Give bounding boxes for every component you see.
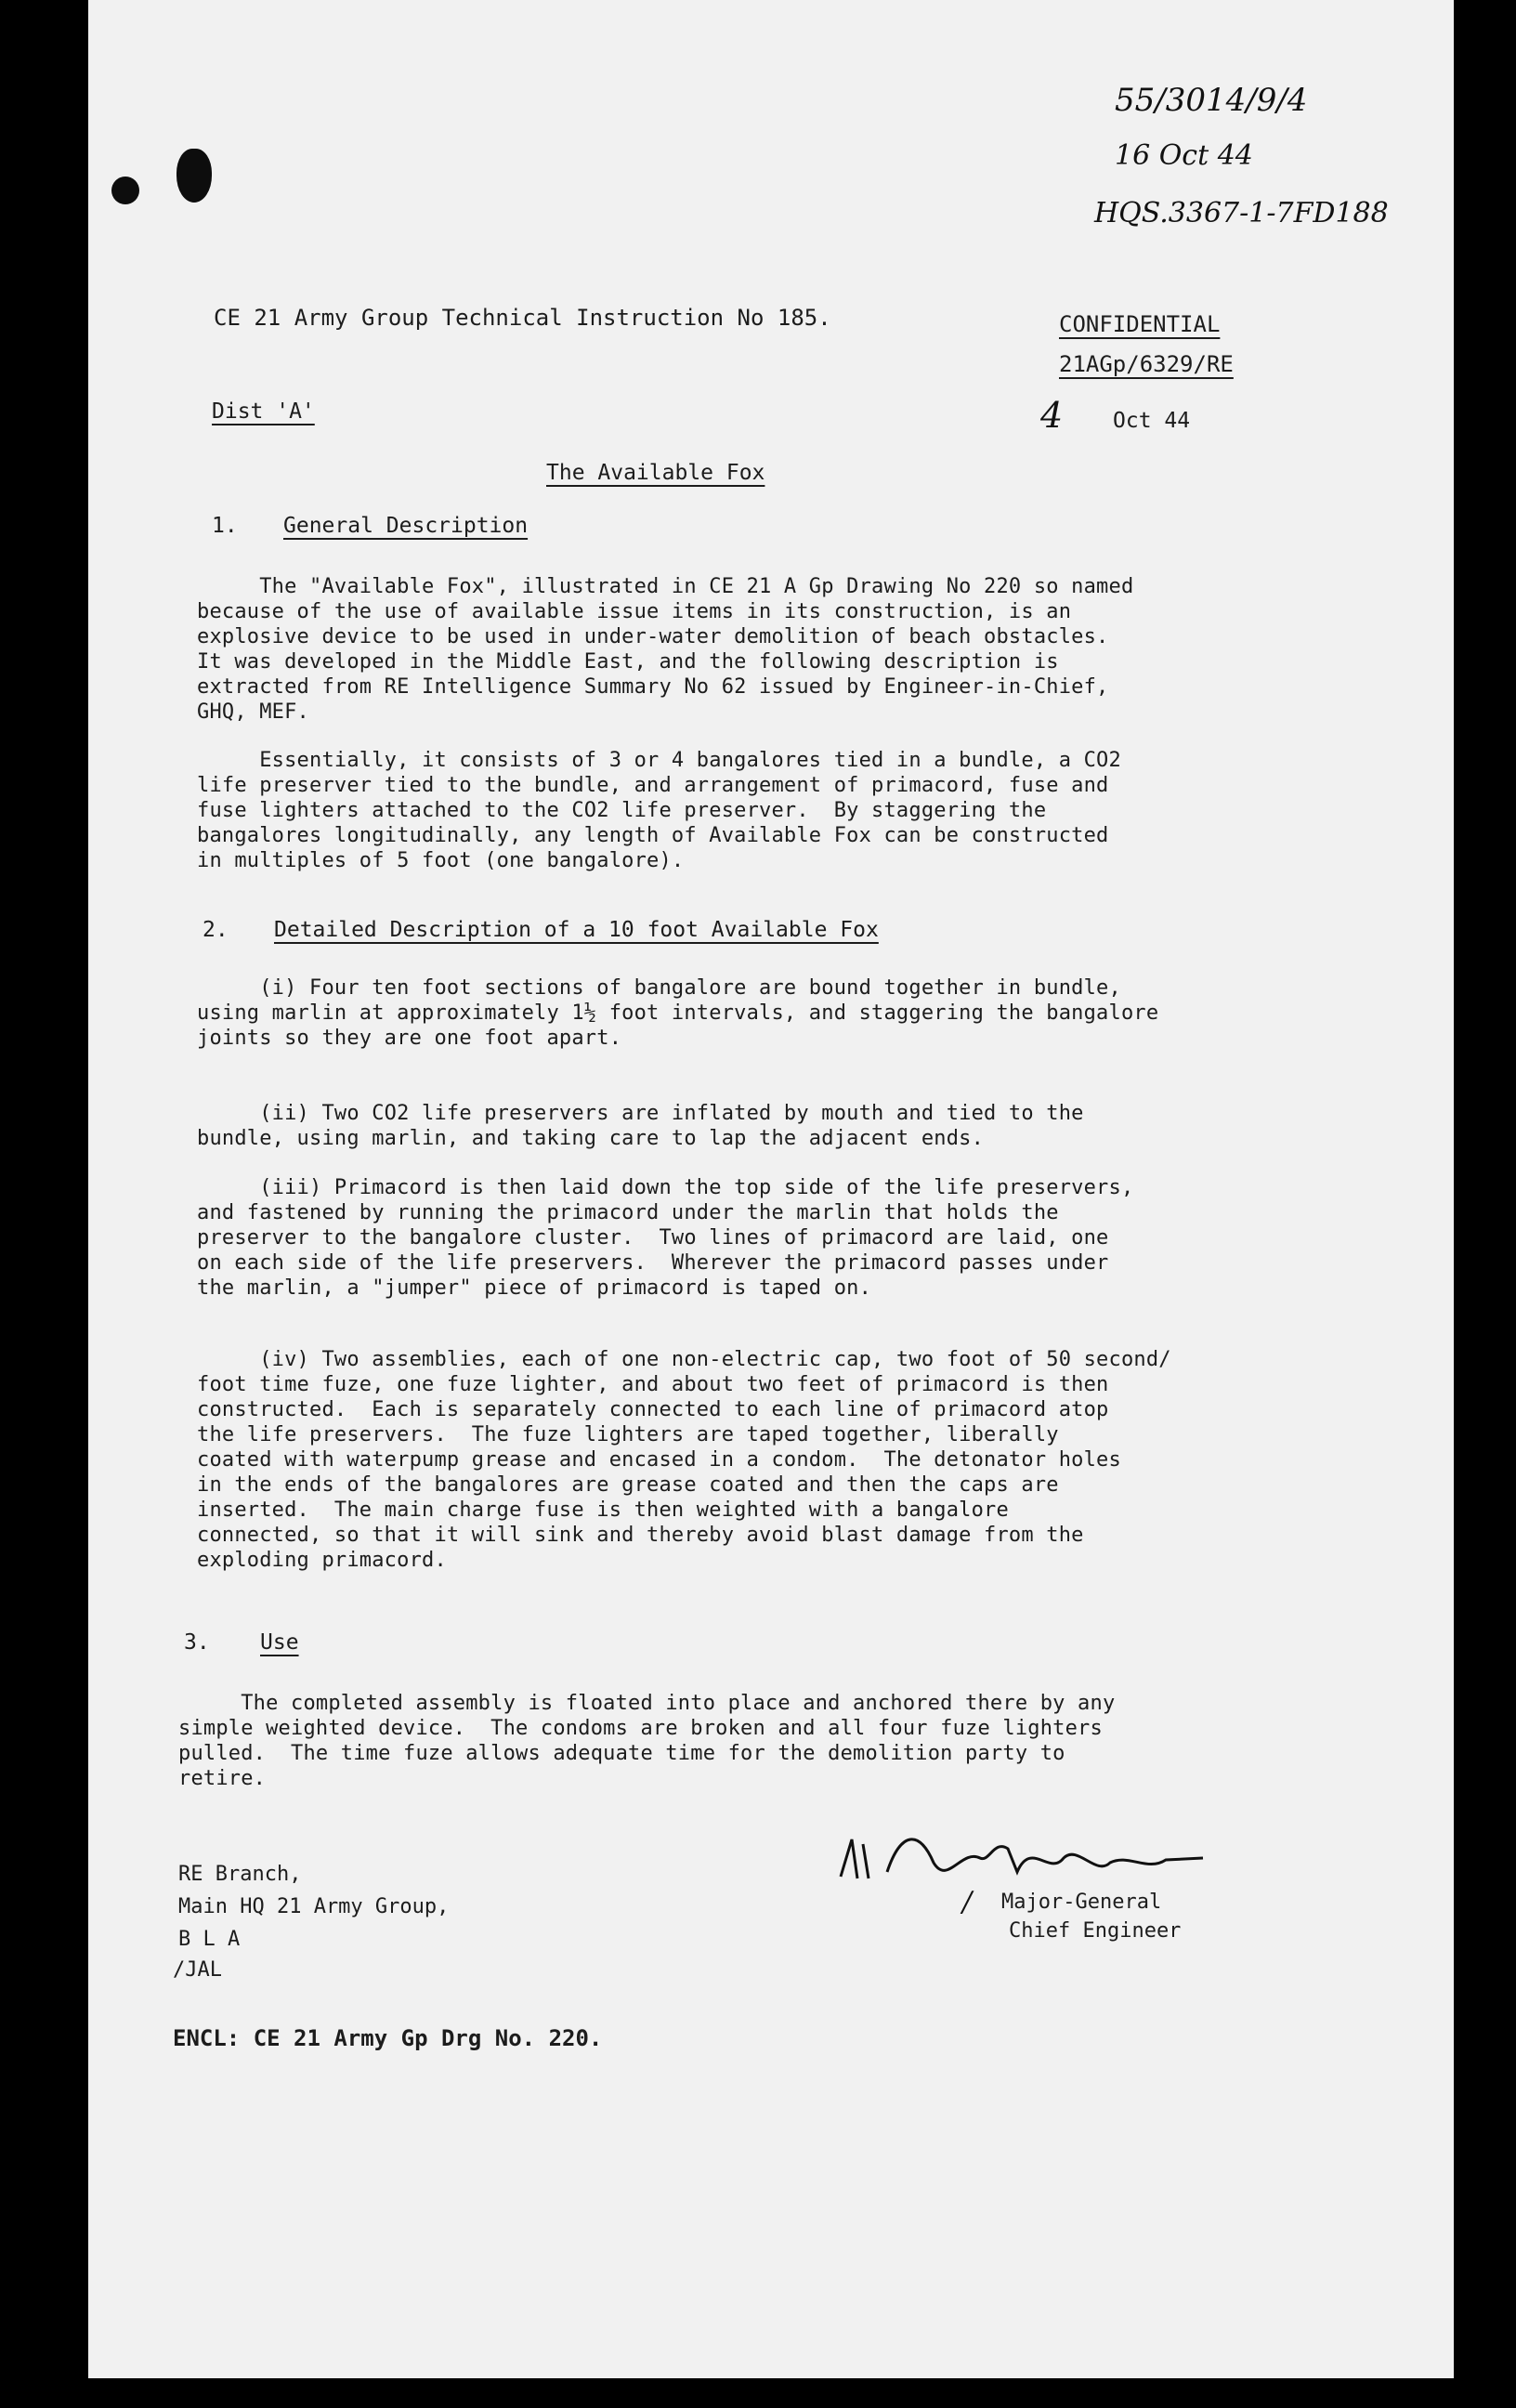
enclosure-line: ENCL: CE 21 Army Gp Drg No. 220.: [173, 2025, 603, 2051]
distribution-label: Dist 'A': [212, 399, 315, 424]
section-3-number: 3.: [184, 1630, 210, 1655]
section-1-paragraph-2: Essentially, it consists of 3 or 4 bangalores tied in a bundle, a CO2 life preserver tied to the bundle, and arrangement of primacord, fuse and fuse lighters attached to the CO2 life preserver. By staggering the bangalores longitudinally, any length of Available Fox can be constructed in multiples of 5 foot (one bangalore).: [197, 749, 1121, 872]
section-1-number: 1.: [212, 514, 238, 538]
reference-number: 21AGp/6329/RE: [1059, 351, 1234, 377]
section-2-heading: Detailed Description of a 10 foot Available Fox: [274, 918, 879, 942]
section-1-paragraph-1: The "Available Fox", illustrated in CE 21 A Gp Drawing No 220 so named because of the use of available issue items in its construction, is an explosive device to be used in under-water demolition of beach obstacles. It was developed in the Middle East, and the following description is extracted from RE Intelligence Summary No 62 issued by Engineer-in-Chief, GHQ, MEF.: [197, 575, 1134, 724]
subject-title: The Available Fox: [546, 461, 765, 485]
signatory-rank: Major-General: [1001, 1891, 1162, 1914]
classification-label: CONFIDENTIAL: [1059, 311, 1221, 337]
sender-location: B L A: [178, 1928, 241, 1951]
section-2-item-ii: (ii) Two CO2 life preservers are inflated by mouth and tied to the bundle, using marlin, and taking care to lap the adjacent ends.: [197, 1102, 1084, 1150]
handwritten-date-ref: 16 Oct 44: [1115, 139, 1253, 172]
handwritten-archive-ref: HQS.3367-1-7FD188: [1094, 197, 1389, 229]
handwritten-day: 4: [1040, 395, 1064, 436]
signature-initial-mark: /: [962, 1886, 973, 1918]
signatory-title: Chief Engineer: [1009, 1919, 1182, 1943]
sender-initials: /JAL: [173, 1958, 222, 1982]
sender-hq: Main HQ 21 Army Group,: [178, 1895, 450, 1918]
section-2-item-i: (i) Four ten foot sections of bangalore are bound together in bundle, using marlin at approximately 1½ foot intervals, and staggering the bangalore joints so they are one foot apart.: [197, 976, 1159, 1050]
ink-blot-mark: [176, 149, 212, 203]
sender-branch: RE Branch,: [178, 1863, 302, 1886]
document-title-line: CE 21 Army Group Technical Instruction No 185.: [214, 305, 831, 331]
section-2-item-iii: (iii) Primacord is then laid down the top side of the life preservers, and fastened by running the primacord under the marlin that holds the preserver to the bangalore cluster. Two lines of primacord are laid, one on each side of the life preservers. Wherever the primacord passes under the marlin, a "jumper" piece of primacord is taped on.: [197, 1176, 1134, 1300]
section-1-heading: General Description: [283, 514, 529, 538]
section-2-item-iv: (iv) Two assemblies, each of one non-electric cap, two foot of 50 second/ foot time fuze, one fuze lighter, and about two feet of primacord is then constructed. Each is separately connected to each line of primacord atop the life preservers. The fuze lighters are taped together, liberally coated with waterpump grease and encased in a condom. The detonator holes in the ends of the bangalores are grease coated and then the caps are inserted. The main charge fuse is then weighted with a bangalore connected, so that it will sink and thereby avoid blast damage from the exploding primacord.: [197, 1348, 1171, 1572]
section-3-paragraph: The completed assembly is floated into place and anchored there by any simple weighted device. The condoms are broken and all four fuze lighters pulled. The time fuze allows adequate time for the demolition party to retire.: [178, 1692, 1116, 1790]
document-date: Oct 44: [1113, 409, 1191, 433]
handwritten-file-ref: 55/3014/9/4: [1115, 82, 1308, 119]
punch-hole-mark: [111, 177, 139, 204]
section-3-heading: Use: [260, 1630, 299, 1655]
section-2-number: 2.: [203, 918, 229, 942]
